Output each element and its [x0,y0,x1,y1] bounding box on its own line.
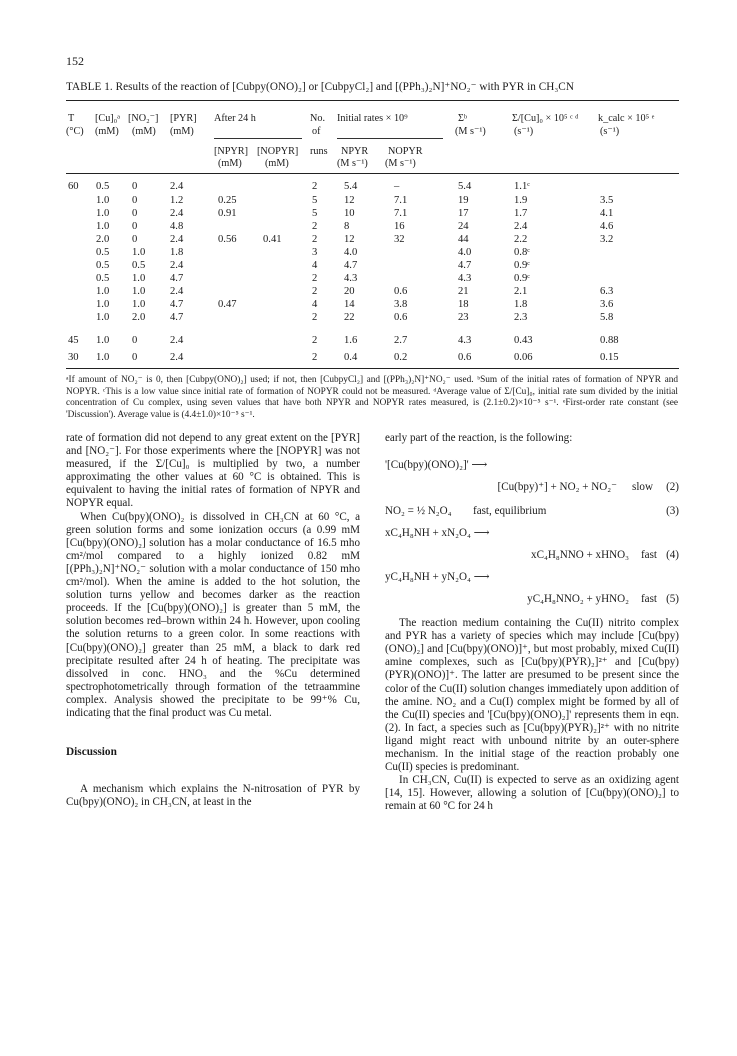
table-bottom-rule [66,368,679,369]
col-header-sigma-unit: (M s⁻¹) [455,126,486,137]
table-cell: 1.8 [514,299,528,310]
table-cell: 3 [312,247,318,258]
table-cell: 7.1 [394,195,408,206]
paragraph: early part of the reaction, is the following: [385,432,573,444]
table-cell: 0.9ᶜ [514,273,530,284]
table-cell: 3.2 [600,234,614,245]
equation-5-rhs: yC₄H₈NNO₂ + yHNO₂ [527,593,629,606]
equation-3 [385,505,679,527]
table-cell: 0 [132,195,138,206]
col-header-kcalc-unit: (s⁻¹) [600,126,620,137]
col-header-t-unit: (°C) [66,126,84,137]
table-cell: 5 [312,195,318,206]
table-cell: 2 [312,286,318,297]
table-cell: 4 [312,299,318,310]
table-cell: 2 [312,234,318,245]
paragraph: A mechanism which explains the N-nitrosation of PYR by Cu(bpy)(ONO)₂ in CH₃CN, at least in the [66,783,360,809]
table-cell: 17 [458,208,469,219]
equation-3-lhs: NO₂ = ½ N₂O₄ [385,505,452,518]
equation-2-rhs-line [385,481,679,505]
table-cell: 3.6 [600,299,614,310]
table-cell: 0.91 [218,208,237,219]
equation-2-rhs: [Cu(bpy)⁺] + NO₂ + NO₂⁻ [497,481,617,494]
table-cell: 0 [132,208,138,219]
table-cell: 0.5 [96,260,110,271]
table-cell: 1.0 [96,208,110,219]
table-cell: 0.5 [96,247,110,258]
table-cell: 7.1 [394,208,408,219]
table-cell: 1.8 [170,247,184,258]
table-cell: 2 [312,221,318,232]
table-cell: 4.3 [344,273,358,284]
table-cell: 2.4 [170,335,184,346]
table-cell: 1.9 [514,195,528,206]
table-cell: 1.0 [132,286,146,297]
col-header-ir-nopyr: NOPYR [388,146,423,157]
table-cell: 2.4 [170,260,184,271]
table-cell: 0.9ᶜ [514,260,530,271]
table-cell: 10 [344,208,355,219]
table-cell: 2.0 [132,312,146,323]
table-cell: 19 [458,195,469,206]
left-column [66,432,360,809]
table-cell: 0.2 [394,352,408,363]
table-cell: 2 [312,352,318,363]
paragraph: In CH₃CN, Cu(II) is expected to serve as an oxidizing agent [14, 15]. However, allowing a solution of [Cu(bpy)(ONO)₂] to remain at 60 °C for 24 h [385,774,679,813]
table-cell: 0.6 [458,352,472,363]
table-cell: 0.15 [600,352,619,363]
table-cell: 2.0 [96,234,110,245]
table-cell: 5.4 [344,181,358,192]
right-column [385,432,679,814]
table-cell: 0 [132,335,138,346]
equation-2 [385,459,679,481]
table-cell: 4.3 [458,335,472,346]
table-cell: 4.7 [344,260,358,271]
table-cell: 4.7 [458,260,472,271]
table-cell: 0 [132,352,138,363]
col-header-initial-rates: Initial rates × 10⁹ [337,113,408,124]
table-cell: 1.0 [96,286,110,297]
table-cell: 0.8ᶜ [514,247,530,258]
table-cell: 14 [344,299,355,310]
table-cell: 4 [312,260,318,271]
equation-5 [385,571,679,593]
table-cell: 2.4 [170,181,184,192]
col-header-t: T [68,113,75,124]
table-cell: 0.88 [600,335,619,346]
table-cell: 60 [68,181,79,192]
table-cell: 0 [132,234,138,245]
table-cell: 12 [344,195,355,206]
equation-4-rhs-line [385,549,679,571]
table-cell: 2.4 [170,208,184,219]
table-cell: 5.8 [600,312,614,323]
col-header-kcalc: k_calc × 10⁵ ᵉ [598,113,655,124]
table-cell: 4.6 [600,221,614,232]
col-header-of: of [312,126,321,137]
equation-2-lhs: '[Cu(bpy)(ONO)₂]' ⟶ [385,459,488,472]
equation-5-number: (5) [666,593,679,606]
col-header-ir-npyr-unit: (M s⁻¹) [337,158,368,169]
table-cell: 4.7 [170,312,184,323]
col-header-npyr-unit: (mM) [218,158,242,169]
col-header-no: No. [310,113,325,124]
table-caption: TABLE 1. Results of the reaction of [Cubpy(ONO)₂] or [CubpyCl₂] and [(PPh₃)₂N]⁺NO₂⁻ with PYR in CH₃CN [66,81,574,93]
table-cell: 0 [132,221,138,232]
table-cell: 4.7 [170,299,184,310]
equation-3-note: fast, equilibrium [473,505,547,518]
equation-5-lhs: yC₄H₈NH + yN₂O₄ ⟶ [385,571,490,584]
table-cell: 2.3 [514,312,528,323]
equation-3-number: (3) [666,505,679,518]
col-header-nopyr-unit: (mM) [265,158,289,169]
table-cell: 20 [344,286,355,297]
table-cell: 32 [394,234,405,245]
table-cell: 2.4 [170,352,184,363]
table-cell: 4.8 [170,221,184,232]
table-cell: 2.2 [514,234,528,245]
table-cell: 4.0 [458,247,472,258]
table-cell: 0.5 [96,273,110,284]
col-header-no2-unit: (mM) [132,126,156,137]
table-cell: 0 [132,181,138,192]
table-cell: – [394,181,400,192]
table-cell: 1.0 [96,352,110,363]
col-header-pyr: [PYR] [170,113,197,124]
col-header-ratio: Σ/[Cu]₀ × 10⁵ ᶜ ᵈ [512,113,579,124]
table-cell: 30 [68,352,79,363]
col-header-runs: runs [310,146,328,157]
table-cell: 2 [312,273,318,284]
table-cell: 44 [458,234,469,245]
equation-5-rhs-line [385,593,679,617]
table-cell: 12 [344,234,355,245]
col-header-pyr-unit: (mM) [170,126,194,137]
table-cell: 2 [312,181,318,192]
table-cell: 24 [458,221,469,232]
initial-rates-rule [337,138,443,139]
equation-2-note: slow [632,481,653,494]
table-cell: 5 [312,208,318,219]
table-cell: 23 [458,312,469,323]
table-cell: 1.0 [132,299,146,310]
table-cell: 0.56 [218,234,237,245]
col-header-npyr: [NPYR] [214,146,248,157]
col-header-cu: [Cu]₀ᵃ [95,113,121,124]
table-cell: 45 [68,335,79,346]
table-cell: 2 [312,335,318,346]
table-top-rule [66,100,679,101]
col-header-ir-nopyr-unit: (M s⁻¹) [385,158,416,169]
table-cell: 1.1ᶜ [514,181,530,192]
equation-4-lhs: xC₄H₈NH + xN₂O₄ ⟶ [385,527,490,540]
table-cell: 16 [394,221,405,232]
table-cell: 4.3 [458,273,472,284]
table-cell: 0.47 [218,299,237,310]
col-header-ir-npyr: NPYR [341,146,369,157]
col-header-ratio-unit: (s⁻¹) [514,126,534,137]
footnote-text: ᵃIf amount of NO₂⁻ is 0, then [Cubpy(ONO)₂] used; if not, then [CubpyCl₂] and [(PPh₃)₂N]⁺NO₂⁻ used. ᵇSum of the initial rates of formation of NPYR and NOPYR. ᶜThis is a low value since initial rate of formation of NOPYR could not be measured. ᵈAverage value of Σ/[Cu]₀, initial rate sum divided by the initial concentration of Cu complex, using seven values that have both NPYR and NOPYR rates measured, is (2.1±0.2)×10⁻⁵ s⁻¹. ᵉFirst-order rate constant (see 'Discussion'). Average value is (4.4±1.0)×10⁻⁵ s⁻¹. [66,375,678,420]
table-cell: 1.0 [96,221,110,232]
table-cell: 21 [458,286,469,297]
table-cell: 5.4 [458,181,472,192]
table-cell: 1.0 [96,335,110,346]
table-cell: 18 [458,299,469,310]
table-cell: 3.8 [394,299,408,310]
table-cell: 0.6 [394,312,408,323]
table-cell: 1.0 [132,273,146,284]
table-cell: 1.0 [96,299,110,310]
paragraph: When Cu(bpy)(ONO)₂ is dissolved in CH₃CN at 60 °C, a green solution forms and some ionization occurs (a 0.99 mM [Cu(bpy)(ONO)₂] solution has a molar conductance of 16.5 mho cm²/mol compared to a highly ionized 0.82 mM [(PPh₃)₂N]⁺NO₂⁻ solution with a molar conductance of 150 mho cm²/mol). When the amine is added to the hot solution, the solution turns yellow and becomes darker as the reaction proceeds. If the [Cu(bpy)(ONO)₂] is greater than 5 mM, the solution becomes red–brown within 24 h. However, upon cooling the solution returns to a green color. In some reactions with [Cu(bpy)(ONO)₂] greater than 25 mM, a black to dark red precipitate resulted after 24 h of heating. The precipitate was dissolved in conc. HNO₃ and the %Cu determined spectrophotometrically through formation of the tetraammine complex. Analysis showed the precipitate to be 99⁺% Cu, indicating that the final product was Cu metal. [66,510,360,719]
equation-2-number: (2) [666,481,679,494]
table-cell: 0.4 [344,352,358,363]
equation-4-rhs: xC₄H₈NNO + xHNO₃ [531,549,629,562]
col-header-cu-unit: (mM) [95,126,119,137]
equation-4-note: fast [640,549,657,562]
table-header-rule [66,173,679,174]
table-cell: 0.06 [514,352,533,363]
table-cell: 1.0 [132,247,146,258]
col-header-nopyr: [NOPYR] [257,146,299,157]
section-heading-discussion: Discussion [66,746,117,759]
table-cell: 4.7 [170,273,184,284]
page-number: 152 [66,54,84,68]
table-cell: 0.41 [263,234,282,245]
table-cell: 2.4 [170,286,184,297]
table-cell: 4.0 [344,247,358,258]
table-cell: 22 [344,312,355,323]
table-footnotes [66,375,678,421]
table-cell: 1.2 [170,195,184,206]
table-cell: 1.0 [96,312,110,323]
table-cell: 0.5 [96,181,110,192]
col-header-after24: After 24 h [214,113,256,124]
table-cell: 3.5 [600,195,614,206]
table-cell: 2 [312,312,318,323]
table-cell: 1.7 [514,208,528,219]
table-cell: 2.4 [170,234,184,245]
table-cell: 0.6 [394,286,408,297]
table-cell: 0.5 [132,260,146,271]
paragraph: The reaction medium containing the Cu(II) nitrito complex and PYR has a variety of species which may include [Cu(bpy)(ONO)₂] and [Cu(bpy)(ONO)]⁺, but most probably, mixed Cu(II) amine complexes, such as [Cu(bpy)(PYR)₂]²⁺ and [Cu(bpy)(PYR)(ONO)]⁺. The latter are presumed to be present since the color of the Cu(II) solution changes immediately upon addition of the amine. NO₂ and a Cu(I) complex might be formed by all of the Cu(II) species and '[Cu(bpy)(ONO)₂]' represents them in eqn. (2). In fact, a species such as [Cu(bpy)(PYR)₂]²⁺ with no nitrite ligand might react with unbound nitrite by an outer-sphere mechanism. In the initial stage of the reaction probably one Cu(II) species is predominant. [385,617,679,774]
table-cell: 2.7 [394,335,408,346]
table-cell: 0.25 [218,195,237,206]
table-cell: 2.4 [514,221,528,232]
table-cell: 0.43 [514,335,533,346]
table-cell: 6.3 [600,286,614,297]
col-header-sigma: Σᵇ [458,113,468,124]
table-cell: 1.6 [344,335,358,346]
table-cell: 8 [344,221,350,232]
paragraph: rate of formation did not depend to any great extent on the [PYR] and [NO₂⁻]. For those experiments where the [NOPYR] was not measured, if the Σ/[Cu]₀ is multiplied by two, a number approximating the other values at 60 °C is obtained. This is equivalent to having the initial rates of formation of NPYR and NOPYR equal. [66,432,360,510]
equation-4 [385,527,679,549]
table-cell: 1.0 [96,195,110,206]
equation-4-number: (4) [666,549,679,562]
table-cell: 2.1 [514,286,528,297]
equation-5-note: fast [640,593,657,606]
col-header-no2: [NO₂⁻] [128,113,159,124]
table-cell: 4.1 [600,208,614,219]
after24-rule [214,138,302,139]
